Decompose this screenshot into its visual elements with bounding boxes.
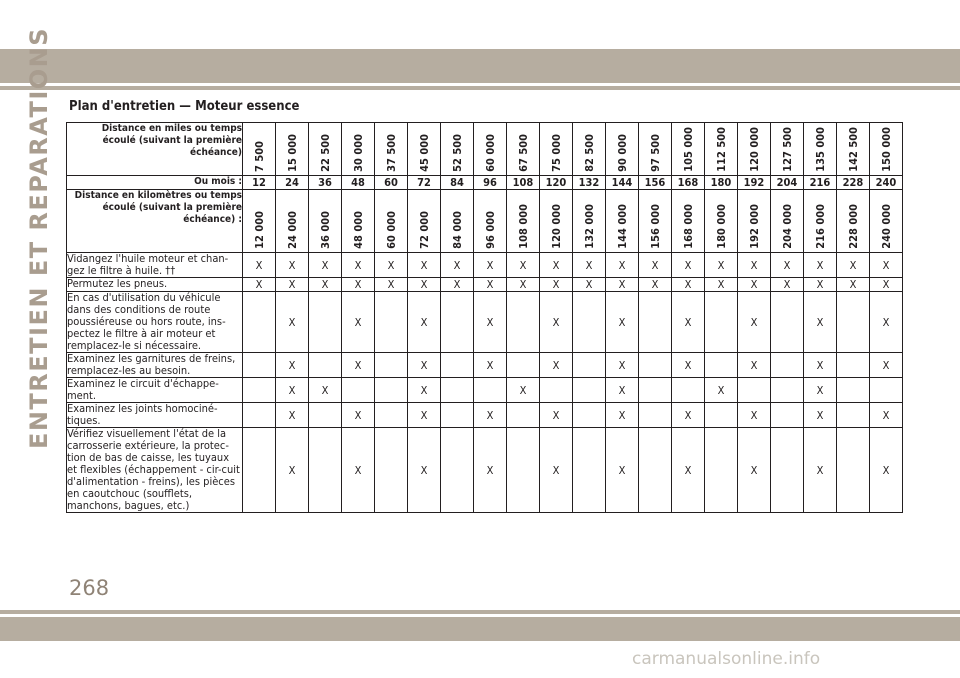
km-row-cell [672,190,705,253]
task-mark: X [837,253,870,278]
miles-row-value: 52 500 [450,134,464,172]
task-mark: X [276,428,309,513]
months-row-cell: 24 [276,176,309,190]
task-mark: X [771,278,804,292]
task-mark: X [738,403,771,428]
task-mark [441,353,474,378]
miles-row-cell [474,123,507,176]
task-mark [639,353,672,378]
miles-row-cell [243,123,276,176]
task-mark: X [474,253,507,278]
task-mark: X [276,378,309,403]
km-row-cell [375,190,408,253]
task-mark: X [507,378,540,403]
km-row-value: 192 000 [747,204,761,249]
km-row-cell [771,190,804,253]
task-mark: X [870,353,903,378]
task-mark: X [507,253,540,278]
task-mark: X [870,278,903,292]
km-row-value: 144 000 [615,204,629,249]
km-row-label: Distance en kilomètres ou temps écoulé (suivant la première échéance) : [67,190,243,253]
miles-row-value: 90 000 [615,134,629,172]
task-mark [474,378,507,403]
miles-row-value: 150 000 [879,127,893,172]
months-row-cell: 180 [705,176,738,190]
task-mark: X [804,428,837,513]
task-mark: X [804,378,837,403]
chapter-side-title [25,26,53,449]
miles-row-cell [639,123,672,176]
task-mark: X [639,278,672,292]
months-row-cell: 72 [408,176,441,190]
km-row-value: 48 000 [351,211,365,249]
task-mark: X [474,428,507,513]
task-mark [441,292,474,353]
km-row-cell [342,190,375,253]
task-mark: X [771,253,804,278]
watermark: carmanualsonline.info [632,649,821,669]
task-mark: X [309,378,342,403]
miles-row-cell [342,123,375,176]
km-row-value: 120 000 [549,204,563,249]
task-mark: X [672,353,705,378]
task-mark [441,403,474,428]
task-mark [441,428,474,513]
miles-row-value: 82 500 [582,134,596,172]
task-mark: X [606,278,639,292]
task-mark [837,378,870,403]
task-mark: X [276,403,309,428]
task-mark: X [474,278,507,292]
months-row-cell: 108 [507,176,540,190]
km-row-cell [540,190,573,253]
task-mark: X [870,403,903,428]
miles-row-value: 135 000 [813,127,827,172]
task-mark: X [540,353,573,378]
task-mark: X [738,428,771,513]
task-mark [573,378,606,403]
miles-row-cell [309,123,342,176]
task-mark: X [276,278,309,292]
months-row-cell: 36 [309,176,342,190]
task-mark: X [408,253,441,278]
task-mark: X [540,278,573,292]
task-row [67,292,903,353]
miles-row-value: 15 000 [285,134,299,172]
task-label: Examinez les garnitures de freins, remplacez-les au besoin. [67,353,243,378]
km-row-value: 36 000 [318,211,332,249]
task-mark [639,403,672,428]
km-row-value: 168 000 [681,204,695,249]
miles-row-cell [606,123,639,176]
task-mark: X [672,253,705,278]
task-mark: X [342,353,375,378]
months-row-cell: 240 [870,176,903,190]
months-row-cell: 216 [804,176,837,190]
miles-row-value: 37 500 [384,134,398,172]
task-mark [573,353,606,378]
miles-row-value: 127 500 [780,127,794,172]
task-mark [243,353,276,378]
km-row-cell [870,190,903,253]
task-mark: X [573,253,606,278]
task-mark: X [342,278,375,292]
task-mark: X [375,253,408,278]
km-row-value: 156 000 [648,204,662,249]
task-mark: X [705,378,738,403]
header-rule [0,86,960,90]
task-row [67,278,903,292]
task-label: Examinez les joints homociné-tiques. [67,403,243,428]
task-mark [243,378,276,403]
miles-row-value: 30 000 [351,134,365,172]
task-mark: X [738,292,771,353]
task-mark: X [870,253,903,278]
task-row [67,353,903,378]
task-mark: X [672,278,705,292]
miles-row-value: 7 500 [252,141,266,172]
task-mark: X [309,278,342,292]
task-mark: X [441,278,474,292]
task-mark: X [672,428,705,513]
task-mark: X [276,292,309,353]
miles-row-cell [507,123,540,176]
months-row-cell: 192 [738,176,771,190]
km-row [67,190,903,253]
task-mark: X [309,253,342,278]
miles-row-cell [804,123,837,176]
task-mark: X [474,292,507,353]
task-mark [375,353,408,378]
task-mark [837,292,870,353]
km-row-cell [573,190,606,253]
task-mark [573,428,606,513]
months-row-cell: 96 [474,176,507,190]
task-mark: X [408,403,441,428]
task-mark [342,378,375,403]
task-label: Examinez le circuit d'échappe-ment. [67,378,243,403]
task-mark: X [441,253,474,278]
task-mark [705,403,738,428]
km-row-value: 180 000 [714,204,728,249]
km-row-value: 108 000 [516,204,530,249]
months-row-cell: 228 [837,176,870,190]
miles-row-value: 22 500 [318,134,332,172]
task-mark: X [540,253,573,278]
task-row [67,253,903,278]
miles-row-cell [705,123,738,176]
km-row-cell [408,190,441,253]
task-mark: X [672,403,705,428]
maintenance-schedule-table [66,122,903,513]
km-row-value: 84 000 [450,211,464,249]
task-mark: X [408,378,441,403]
task-mark: X [276,353,309,378]
task-mark: X [375,278,408,292]
miles-row-cell [276,123,309,176]
miles-row-cell [870,123,903,176]
task-mark [243,292,276,353]
task-mark: X [705,278,738,292]
months-row-cell: 120 [540,176,573,190]
task-row [67,378,903,403]
task-mark: X [243,253,276,278]
task-mark [771,378,804,403]
km-row-cell [606,190,639,253]
task-mark: X [243,278,276,292]
miles-row-cell [738,123,771,176]
km-row-cell [441,190,474,253]
km-row-cell [309,190,342,253]
section-title: Plan d'entretien — Moteur essence [69,99,300,114]
miles-row-value: 67 500 [516,134,530,172]
task-mark [507,292,540,353]
task-label: Vidangez l'huile moteur et chan-gez le filtre à huile. †† [67,253,243,278]
miles-row-cell [375,123,408,176]
task-mark [573,292,606,353]
task-mark [705,353,738,378]
task-mark: X [606,292,639,353]
task-mark [309,403,342,428]
task-mark: X [474,403,507,428]
miles-row-cell [573,123,606,176]
task-mark: X [342,292,375,353]
task-mark: X [804,292,837,353]
task-mark: X [606,253,639,278]
task-mark [837,403,870,428]
task-mark: X [540,403,573,428]
task-label: Vérifiez visuellement l'état de la carrosserie extérieure, la protec-tion de bas de caisse, les tuyaux et flexibles (échappement - cir-cuit d'alimentation - freins), les pièces en caoutchouc (soufflets, manchons, bagues, etc.) [67,428,243,513]
months-row-cell: 60 [375,176,408,190]
task-mark [507,403,540,428]
task-mark: X [738,278,771,292]
miles-row-cell [408,123,441,176]
miles-row-value: 112 500 [714,127,728,172]
km-row-value: 24 000 [285,211,299,249]
chapter-side-title-text: ENTRETIEN ET REPARATIONS [25,26,53,449]
months-row-cell: 144 [606,176,639,190]
task-mark: X [837,278,870,292]
footer-rule [0,610,960,614]
task-mark: X [507,278,540,292]
miles-row-value: 45 000 [417,134,431,172]
task-mark [771,428,804,513]
task-mark: X [639,253,672,278]
task-mark [672,378,705,403]
task-mark [771,403,804,428]
task-mark [375,428,408,513]
km-row-cell [639,190,672,253]
task-mark: X [804,353,837,378]
months-row-cell: 132 [573,176,606,190]
task-row [67,403,903,428]
km-row-value: 72 000 [417,211,431,249]
task-label: En cas d'utilisation du véhicule dans des conditions de route poussiéreuse ou hors route, ins-pectez le filtre à air moteur et remplacez-le si nécessaire. [67,292,243,353]
km-row-value: 12 000 [252,211,266,249]
task-mark: X [342,403,375,428]
task-mark [507,353,540,378]
km-row-cell [837,190,870,253]
km-row-value: 132 000 [582,204,596,249]
km-row-cell [738,190,771,253]
miles-row-value: 105 000 [681,127,695,172]
task-row [67,428,903,513]
task-mark [837,428,870,513]
months-row-cell: 12 [243,176,276,190]
task-mark: X [672,292,705,353]
km-row-cell [804,190,837,253]
months-row [67,176,903,190]
miles-row-cell [837,123,870,176]
task-mark [639,428,672,513]
task-mark: X [606,378,639,403]
months-row-cell: 84 [441,176,474,190]
task-mark: X [738,253,771,278]
task-mark: X [870,428,903,513]
task-mark: X [870,292,903,353]
task-mark [639,292,672,353]
months-row-cell: 204 [771,176,804,190]
miles-row-cell [441,123,474,176]
task-mark: X [408,428,441,513]
km-row-value: 96 000 [483,211,497,249]
task-mark: X [408,353,441,378]
task-mark: X [540,428,573,513]
task-mark [375,403,408,428]
task-mark: X [474,353,507,378]
km-row-value: 60 000 [384,211,398,249]
km-row-cell [243,190,276,253]
task-mark: X [573,278,606,292]
months-row-label: Ou mois : [67,176,243,190]
miles-row-label: Distance en miles ou temps écoulé (suivant la première échéance) [67,123,243,176]
task-mark: X [342,253,375,278]
header-band [0,49,960,83]
task-mark [771,292,804,353]
task-mark [441,378,474,403]
task-mark: X [804,403,837,428]
task-mark [309,353,342,378]
task-mark: X [705,253,738,278]
months-row-cell: 156 [639,176,672,190]
task-mark [507,428,540,513]
km-row-value: 216 000 [813,204,827,249]
km-row-value: 204 000 [780,204,794,249]
task-mark [309,292,342,353]
miles-row-cell [672,123,705,176]
task-mark [309,428,342,513]
task-mark: X [408,278,441,292]
task-mark [639,378,672,403]
months-row-cell: 168 [672,176,705,190]
task-mark: X [606,353,639,378]
task-mark [705,292,738,353]
task-mark [870,378,903,403]
task-mark: X [408,292,441,353]
km-row-cell [507,190,540,253]
footer-band [0,617,960,641]
task-mark [771,353,804,378]
task-mark [705,428,738,513]
miles-row-value: 97 500 [648,134,662,172]
km-row-cell [276,190,309,253]
task-mark: X [606,403,639,428]
km-row-value: 228 000 [846,204,860,249]
task-mark: X [804,278,837,292]
task-label: Permutez les pneus. [67,278,243,292]
task-mark: X [540,292,573,353]
task-mark [540,378,573,403]
miles-row [67,123,903,176]
miles-row-value: 120 000 [747,127,761,172]
task-mark [837,353,870,378]
months-row-cell: 48 [342,176,375,190]
km-row-cell [705,190,738,253]
km-row-cell [474,190,507,253]
task-mark: X [276,253,309,278]
task-mark [738,378,771,403]
miles-row-value: 142 500 [846,127,860,172]
miles-row-cell [771,123,804,176]
task-mark [243,428,276,513]
miles-row-value: 75 000 [549,134,563,172]
task-mark [375,292,408,353]
task-mark [243,403,276,428]
task-mark [375,378,408,403]
miles-row-value: 60 000 [483,134,497,172]
task-mark: X [804,253,837,278]
task-mark: X [738,353,771,378]
task-mark: X [606,428,639,513]
page-number: 268 [69,576,110,600]
top-margin [0,0,960,47]
task-mark [573,403,606,428]
km-row-value: 240 000 [879,204,893,249]
task-mark: X [342,428,375,513]
miles-row-cell [540,123,573,176]
